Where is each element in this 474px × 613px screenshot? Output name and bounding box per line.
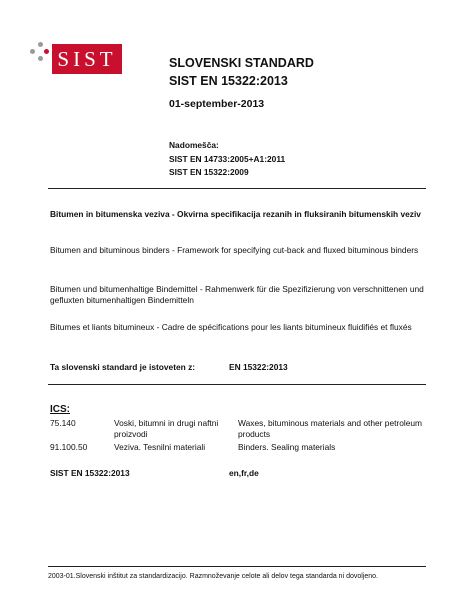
divider (48, 188, 426, 189)
standard-title: SLOVENSKI STANDARD (169, 56, 314, 70)
replaces-label: Nadomešča: (169, 140, 219, 150)
footer-standard-code: SIST EN 15322:2013 (50, 468, 130, 478)
logo-dot (38, 42, 43, 47)
ics-code: 75.140 (50, 418, 76, 428)
logo-dot (30, 49, 35, 54)
ics-desc-sl: Veziva. Tesnilni materiali (114, 442, 206, 452)
copyright-notice: 2003-01.Slovenski inštitut za standardizacijo. Razmnoževanje celote ali delov tega standarda ni dovoljeno. (48, 573, 378, 580)
ics-desc-en: Binders. Sealing materials (238, 442, 336, 452)
divider (48, 566, 426, 567)
logo-text: SIST (57, 47, 117, 71)
standard-code: SIST EN 15322:2013 (169, 74, 288, 88)
title-slovenian: Bitumen in bitumenska veziva - Okvirna specifikacija rezanih in fluksiranih bitumenskih veziv (50, 209, 421, 219)
replaced-standard: SIST EN 15322:2009 (169, 167, 249, 177)
replaced-standard: SIST EN 14733:2005+A1:2011 (169, 154, 286, 164)
title-german: Bitumen und bitumenhaltige Bindemittel - Rahmenwerk für die Spezifizierung von verschnittenen und gefluxten bitumenhaltigen Bindemitteln (50, 284, 424, 305)
ics-code: 91.100.50 (50, 442, 88, 452)
logo-dot (38, 56, 43, 61)
ics-desc-sl: Voski, bitumni in drugi naftni proizvodi (114, 418, 219, 439)
languages: en,fr,de (229, 468, 259, 478)
divider (48, 384, 426, 385)
identical-label: Ta slovenski standard je istoveten z: (50, 362, 196, 372)
ics-desc-en: Waxes, bituminous materials and other petroleum products (238, 418, 423, 439)
title-english: Bitumen and bituminous binders - Framework for specifying cut-back and fluxed bituminous binders (50, 245, 419, 255)
ics-label: ICS: (50, 404, 70, 415)
logo-dot (44, 49, 49, 54)
title-french: Bitumes et liants bitumineux - Cadre de spécifications pour les liants bitumineux fluidifiés et fluxés (50, 322, 412, 332)
identical-value: EN 15322:2013 (229, 362, 288, 372)
publication-date: 01-september-2013 (169, 98, 265, 110)
